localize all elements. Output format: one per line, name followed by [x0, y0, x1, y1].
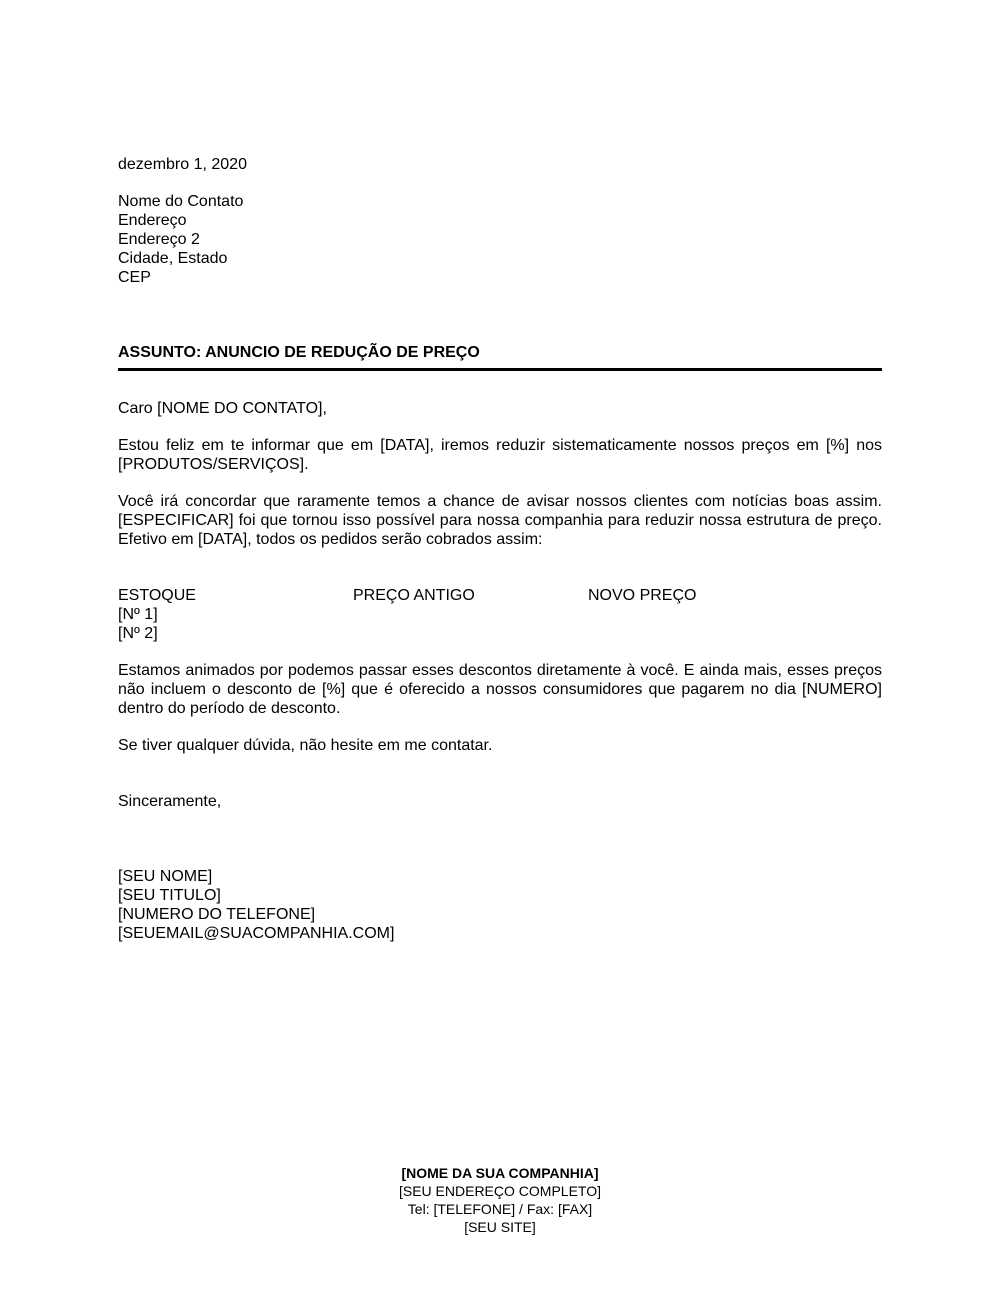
signature-email: [SEUEMAIL@SUACOMPANHIA.COM]	[118, 925, 395, 942]
paragraph-2: Você irá concordar que raramente temos a chance de avisar nossos clientes com notícias boas assim. [ESPECIFICAR] foi que tornou isso possível para nossa companhia para reduzir nossa estrutura de preço. Efetivo em [DATA], todos os pedidos serão cobrados assim:	[118, 493, 882, 548]
company-footer	[300, 1164, 700, 1236]
subject-divider	[118, 368, 882, 371]
signature-name: [SEU NOME]	[118, 868, 213, 885]
greeting: Caro [NOME DO CONTATO],	[118, 400, 327, 417]
table-row: [Nº 1]	[118, 606, 158, 623]
table-header-old-price: PREÇO ANTIGO	[353, 587, 475, 604]
paragraph-4: Se tiver qualquer dúvida, não hesite em me contatar.	[118, 737, 493, 754]
signature-phone: [NUMERO DO TELEFONE]	[118, 906, 316, 923]
recipient-zip: CEP	[118, 269, 151, 286]
footer-contact: Tel: [TELEFONE] / Fax: [FAX]	[407, 1201, 593, 1217]
recipient-name: Nome do Contato	[118, 193, 244, 210]
subject-heading: ASSUNTO: ANUNCIO DE REDUÇÃO DE PREÇO	[118, 344, 480, 361]
paragraph-3: Estamos animados por podemos passar esses descontos diretamente à você. E ainda mais, esses preços não incluem o desconto de [%] que é oferecido a nossos consumidores que pagarem no dia [NUMERO] dentro do período de desconto.	[118, 662, 882, 717]
footer-address: [SEU ENDEREÇO COMPLETO]	[398, 1183, 601, 1199]
paragraph-1: Estou feliz em te informar que em [DATA], iremos reduzir sistematicamente nossos preços em [%] nos [PRODUTOS/SERVIÇOS].	[118, 437, 882, 473]
table-header-new-price: NOVO PREÇO	[588, 587, 697, 604]
recipient-address-line-1: Endereço	[118, 212, 187, 229]
signature-block	[118, 867, 394, 943]
recipient-address-line-2: Endereço 2	[118, 231, 200, 248]
recipient-address	[118, 192, 243, 287]
table-header-stock: ESTOQUE	[118, 587, 196, 604]
letter-date: dezembro 1, 2020	[118, 156, 247, 173]
recipient-city-state: Cidade, Estado	[118, 250, 228, 267]
signature-title: [SEU TITULO]	[118, 887, 221, 904]
closing: Sinceramente,	[118, 793, 222, 810]
table-row: [Nº 2]	[118, 625, 158, 642]
footer-company-name: [NOME DA SUA COMPANHIA]	[401, 1165, 599, 1181]
footer-site: [SEU SITE]	[464, 1219, 536, 1235]
